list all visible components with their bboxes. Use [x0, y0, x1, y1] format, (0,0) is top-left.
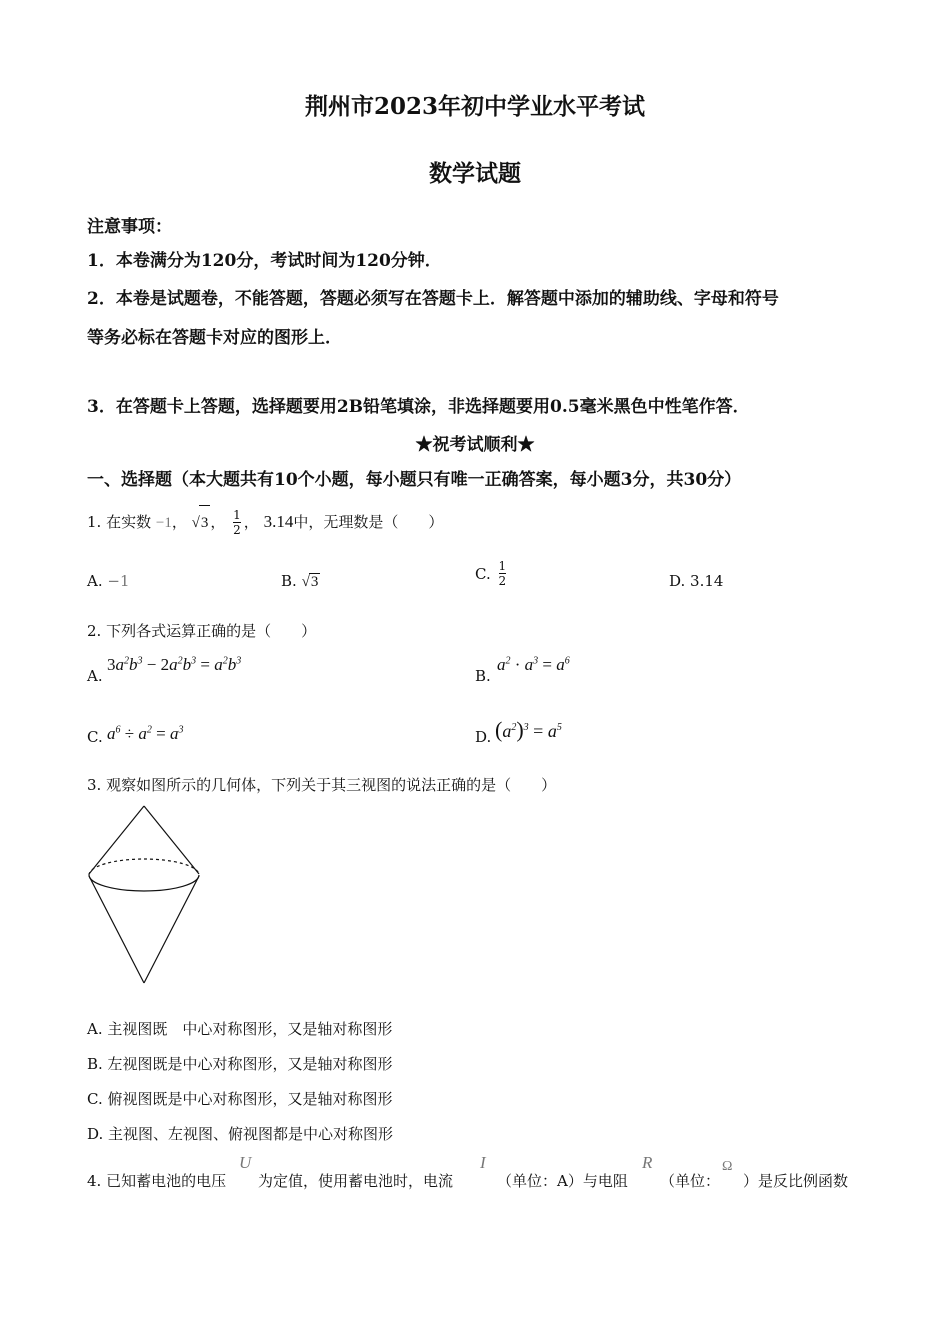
q4-text-3: （单位：A）与电阻	[497, 1172, 628, 1190]
q4-text-4: （单位：	[660, 1172, 721, 1190]
notice-heading: 注意事项：	[87, 217, 172, 237]
q1-num-neg-one: −1	[155, 515, 172, 531]
notice-item-1: 1．本卷满分为120分，考试时间为120分钟．	[87, 251, 442, 271]
q3-option-c: C. 俯视图既是中心对称图形，又是轴对称图形	[87, 1090, 393, 1108]
q2-option-a-label: A.	[87, 667, 103, 685]
q4-text-2: 为定值，使用蓄电池时，电流	[258, 1172, 454, 1190]
q4-var-i: I	[480, 1153, 486, 1172]
question-2-stem: 2. 下列各式运算正确的是（ ）	[87, 622, 317, 640]
q3-option-a: A. 主视图既 中心对称图形，又是轴对称图形	[87, 1020, 393, 1038]
q4-var-r: R	[642, 1153, 653, 1172]
q4-text-1: 4. 已知蓄电池的电压	[87, 1172, 227, 1190]
notice-item-2-line-1: 2．本卷是试题卷，不能答题，答题必须写在答题卡上．解答题中添加的辅助线、字母和符号	[87, 289, 779, 309]
q1-option-a: A. −1	[87, 572, 130, 590]
q2-option-d-label: D.	[475, 728, 492, 746]
q2-option-a-formula: $3a^2b^3 - 2a^2b^3 = a^2b^3$	[107, 655, 242, 674]
q4-ohm-symbol: Ω	[722, 1159, 733, 1174]
double-cone-figure	[84, 802, 204, 988]
q3-option-b: B. 左视图既是中心对称图形，又是轴对称图形	[87, 1055, 393, 1073]
question-1-stem: 1. 在实数 −1， √3 ， $\frac{1}{2}$ ， 3.14中，无理数是（ ）	[87, 505, 443, 539]
q2-option-b-label: B.	[475, 667, 491, 685]
exam-title: 荆州市2023年初中学业水平考试	[304, 93, 645, 120]
q1-option-b: B. √3	[281, 572, 319, 590]
q2-option-c-label: C.	[87, 728, 103, 746]
q3-option-d: D. 主视图、左视图、俯视图都是中心对称图形	[87, 1125, 394, 1143]
q1-stem-suffix: 中，无理数是（ ）	[293, 513, 444, 531]
q1-option-d: D. 3.14	[669, 572, 724, 590]
section-heading: 一、选择题（本大题共有10个小题，每小题只有唯一正确答案，每小题3分，共30分）	[87, 470, 742, 490]
notice-item-2-line-2: 等务必标在答题卡对应的图形上．	[87, 328, 342, 348]
q2-option-c-formula: $a^6 \div a^2 = a^3$	[107, 724, 184, 743]
q2-option-b-formula: $a^2 \cdot a^3 = a^6$	[497, 655, 570, 674]
q4-text-5: ）是反比例函数	[743, 1172, 849, 1190]
q1-num-314: 3.14	[263, 512, 294, 531]
q1-num-half: $\frac{1}{2}$	[233, 508, 241, 537]
q1-stem-prefix: 1. 在实数	[87, 513, 152, 531]
q2-option-d-formula: $(a^2)^3 = a^5$	[495, 717, 562, 742]
q4-var-u: U	[239, 1153, 252, 1172]
blessing: ★祝考试顺利★	[415, 435, 535, 455]
exam-subtitle: 数学试题	[429, 160, 521, 187]
question-3-stem: 3. 观察如图所示的几何体，下列关于其三视图的说法正确的是（ ）	[87, 776, 557, 794]
q1-num-sqrt3: √3	[192, 515, 211, 531]
q1-option-c: C. $\frac{1}{2}$	[475, 559, 507, 588]
notice-item-3: 3．在答题卡上答题，选择题要用2B铅笔填涂，非选择题要用0.5毫米黑色中性笔作答．	[87, 397, 750, 417]
